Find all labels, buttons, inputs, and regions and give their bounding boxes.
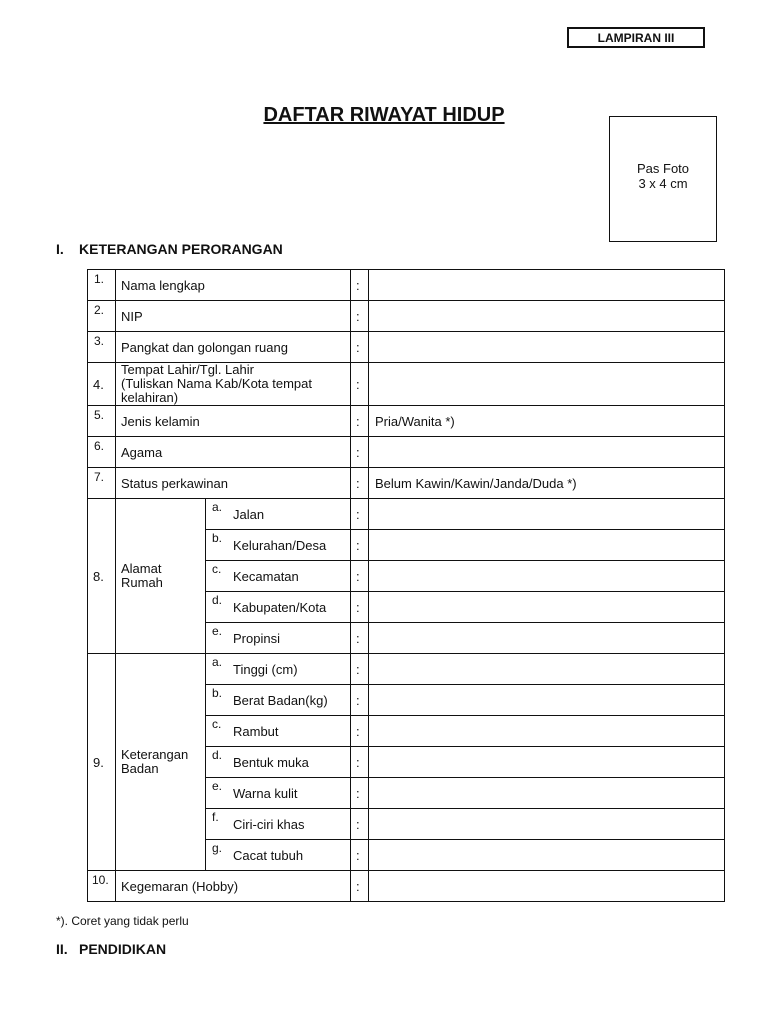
colon: : <box>351 871 369 902</box>
row-number: 5. <box>94 408 105 422</box>
colon: : <box>351 685 369 716</box>
sub-label <box>206 809 351 840</box>
row-number: 8. <box>93 568 104 584</box>
sub-label-text: Propinsi <box>233 630 280 646</box>
sub-letter: f. <box>212 810 219 824</box>
sub-label-text: Kabupaten/Kota <box>233 599 327 615</box>
photo-label: Pas Foto <box>636 161 690 176</box>
row-label <box>116 499 206 654</box>
colon: : <box>351 363 369 406</box>
cacat-tubuh-field[interactable] <box>369 840 725 871</box>
section-2-heading <box>56 941 166 957</box>
agama-field[interactable] <box>369 437 725 468</box>
row-label-line: kelahiran) <box>121 390 179 405</box>
sub-letter: d. <box>212 593 223 607</box>
section-1-heading <box>56 241 283 257</box>
row-number: 7. <box>94 470 105 484</box>
sub-letter: e. <box>212 779 223 793</box>
sub-label <box>206 778 351 809</box>
row-number: 9. <box>93 754 104 770</box>
colon: : <box>351 840 369 871</box>
row-label: NIP <box>116 301 351 332</box>
jenis-kelamin-field[interactable]: Pria/Wanita *) <box>369 406 725 437</box>
row-label: Nama lengkap <box>116 270 351 301</box>
row-label <box>116 363 351 406</box>
row-label: Agama <box>116 437 351 468</box>
sub-label-text: Warna kulit <box>233 785 298 801</box>
row-label: Pangkat dan golongan ruang <box>116 332 351 363</box>
sub-letter: g. <box>212 841 223 855</box>
colon: : <box>351 301 369 332</box>
nama-lengkap-field[interactable] <box>369 270 725 301</box>
sub-label <box>206 499 351 530</box>
sub-label-text: Jalan <box>233 506 265 522</box>
sub-label-text: Berat Badan(kg) <box>233 692 328 708</box>
kabupaten-field[interactable] <box>369 592 725 623</box>
photo-size: 3 x 4 cm <box>638 176 688 191</box>
row-number: 6. <box>94 439 105 453</box>
sub-letter: b. <box>212 686 223 700</box>
colon: : <box>351 332 369 363</box>
sub-label <box>206 840 351 871</box>
sub-label-text: Bentuk muka <box>233 754 309 770</box>
lampiran-label: LAMPIRAN III <box>567 27 705 48</box>
sub-label <box>206 654 351 685</box>
row-number: 3. <box>94 334 105 348</box>
kegemaran-field[interactable] <box>369 871 725 902</box>
colon: : <box>351 499 369 530</box>
document-title: DAFTAR RIWAYAT HIDUP <box>263 104 505 126</box>
sub-label-text: Cacat tubuh <box>233 847 304 863</box>
pangkat-field[interactable] <box>369 332 725 363</box>
table-row <box>88 332 725 363</box>
sub-letter: c. <box>212 562 222 576</box>
colon: : <box>351 778 369 809</box>
row-label-line: Keterangan <box>121 747 189 762</box>
sub-label <box>206 685 351 716</box>
colon: : <box>351 561 369 592</box>
row-label: Kegemaran (Hobby) <box>116 871 351 902</box>
kelurahan-field[interactable] <box>369 530 725 561</box>
table-row <box>88 301 725 332</box>
row-label-line: Tempat Lahir/Tgl. Lahir <box>121 362 254 377</box>
sub-label <box>206 716 351 747</box>
sub-label <box>206 561 351 592</box>
colon: : <box>351 716 369 747</box>
row-label: Status perkawinan <box>116 468 351 499</box>
nip-field[interactable] <box>369 301 725 332</box>
colon: : <box>351 406 369 437</box>
colon: : <box>351 809 369 840</box>
sub-label <box>206 747 351 778</box>
sub-label <box>206 592 351 623</box>
footnote: *). Coret yang tidak perlu <box>56 914 189 928</box>
tinggi-field[interactable] <box>369 654 725 685</box>
table-row <box>88 437 725 468</box>
row-label <box>116 654 206 871</box>
colon: : <box>351 437 369 468</box>
row-label-line: Badan <box>121 761 159 776</box>
warna-kulit-field[interactable] <box>369 778 725 809</box>
status-perkawinan-field[interactable]: Belum Kawin/Kawin/Janda/Duda *) <box>369 468 725 499</box>
photo-placeholder <box>609 116 717 242</box>
table-row <box>88 406 725 437</box>
table-row <box>88 499 725 530</box>
sub-letter: e. <box>212 624 223 638</box>
section-2-title: PENDIDIKAN <box>79 941 167 957</box>
bentuk-muka-field[interactable] <box>369 747 725 778</box>
row-label-line: Alamat <box>121 561 162 576</box>
sub-label <box>206 530 351 561</box>
colon: : <box>351 530 369 561</box>
rambut-field[interactable] <box>369 716 725 747</box>
sub-label-text: Kelurahan/Desa <box>233 537 327 553</box>
berat-badan-field[interactable] <box>369 685 725 716</box>
section-1-title: KETERANGAN PERORANGAN <box>79 241 283 257</box>
row-label-line: Rumah <box>121 575 163 590</box>
sub-label-text: Ciri-ciri khas <box>233 816 305 832</box>
table-row <box>88 654 725 685</box>
personal-info-table <box>87 269 725 902</box>
colon: : <box>351 270 369 301</box>
table-row <box>88 270 725 301</box>
colon: : <box>351 654 369 685</box>
colon: : <box>351 747 369 778</box>
row-number: 4. <box>93 376 104 392</box>
ciri-khas-field[interactable] <box>369 809 725 840</box>
sub-letter: b. <box>212 531 223 545</box>
colon: : <box>351 468 369 499</box>
kecamatan-field[interactable] <box>369 561 725 592</box>
sub-letter: a. <box>212 500 223 514</box>
row-label: Jenis kelamin <box>116 406 351 437</box>
sub-letter: c. <box>212 717 222 731</box>
table-row <box>88 871 725 902</box>
sub-letter: a. <box>212 655 223 669</box>
sub-letter: d. <box>212 748 223 762</box>
tempat-tgl-lahir-field[interactable] <box>369 363 725 406</box>
row-number: 1. <box>94 272 105 286</box>
row-number: 10. <box>92 873 109 887</box>
table-row <box>88 363 725 406</box>
jalan-field[interactable] <box>369 499 725 530</box>
colon: : <box>351 623 369 654</box>
table-row <box>88 468 725 499</box>
sub-label <box>206 623 351 654</box>
section-1-number: I. <box>56 241 64 257</box>
sub-label-text: Rambut <box>233 723 279 739</box>
row-label-line: (Tuliskan Nama Kab/Kota tempat <box>121 376 312 391</box>
colon: : <box>351 592 369 623</box>
sub-label-text: Tinggi (cm) <box>233 661 298 677</box>
row-number: 2. <box>94 303 105 317</box>
section-2-number: II. <box>56 941 68 957</box>
sub-label-text: Kecamatan <box>233 568 299 584</box>
propinsi-field[interactable] <box>369 623 725 654</box>
